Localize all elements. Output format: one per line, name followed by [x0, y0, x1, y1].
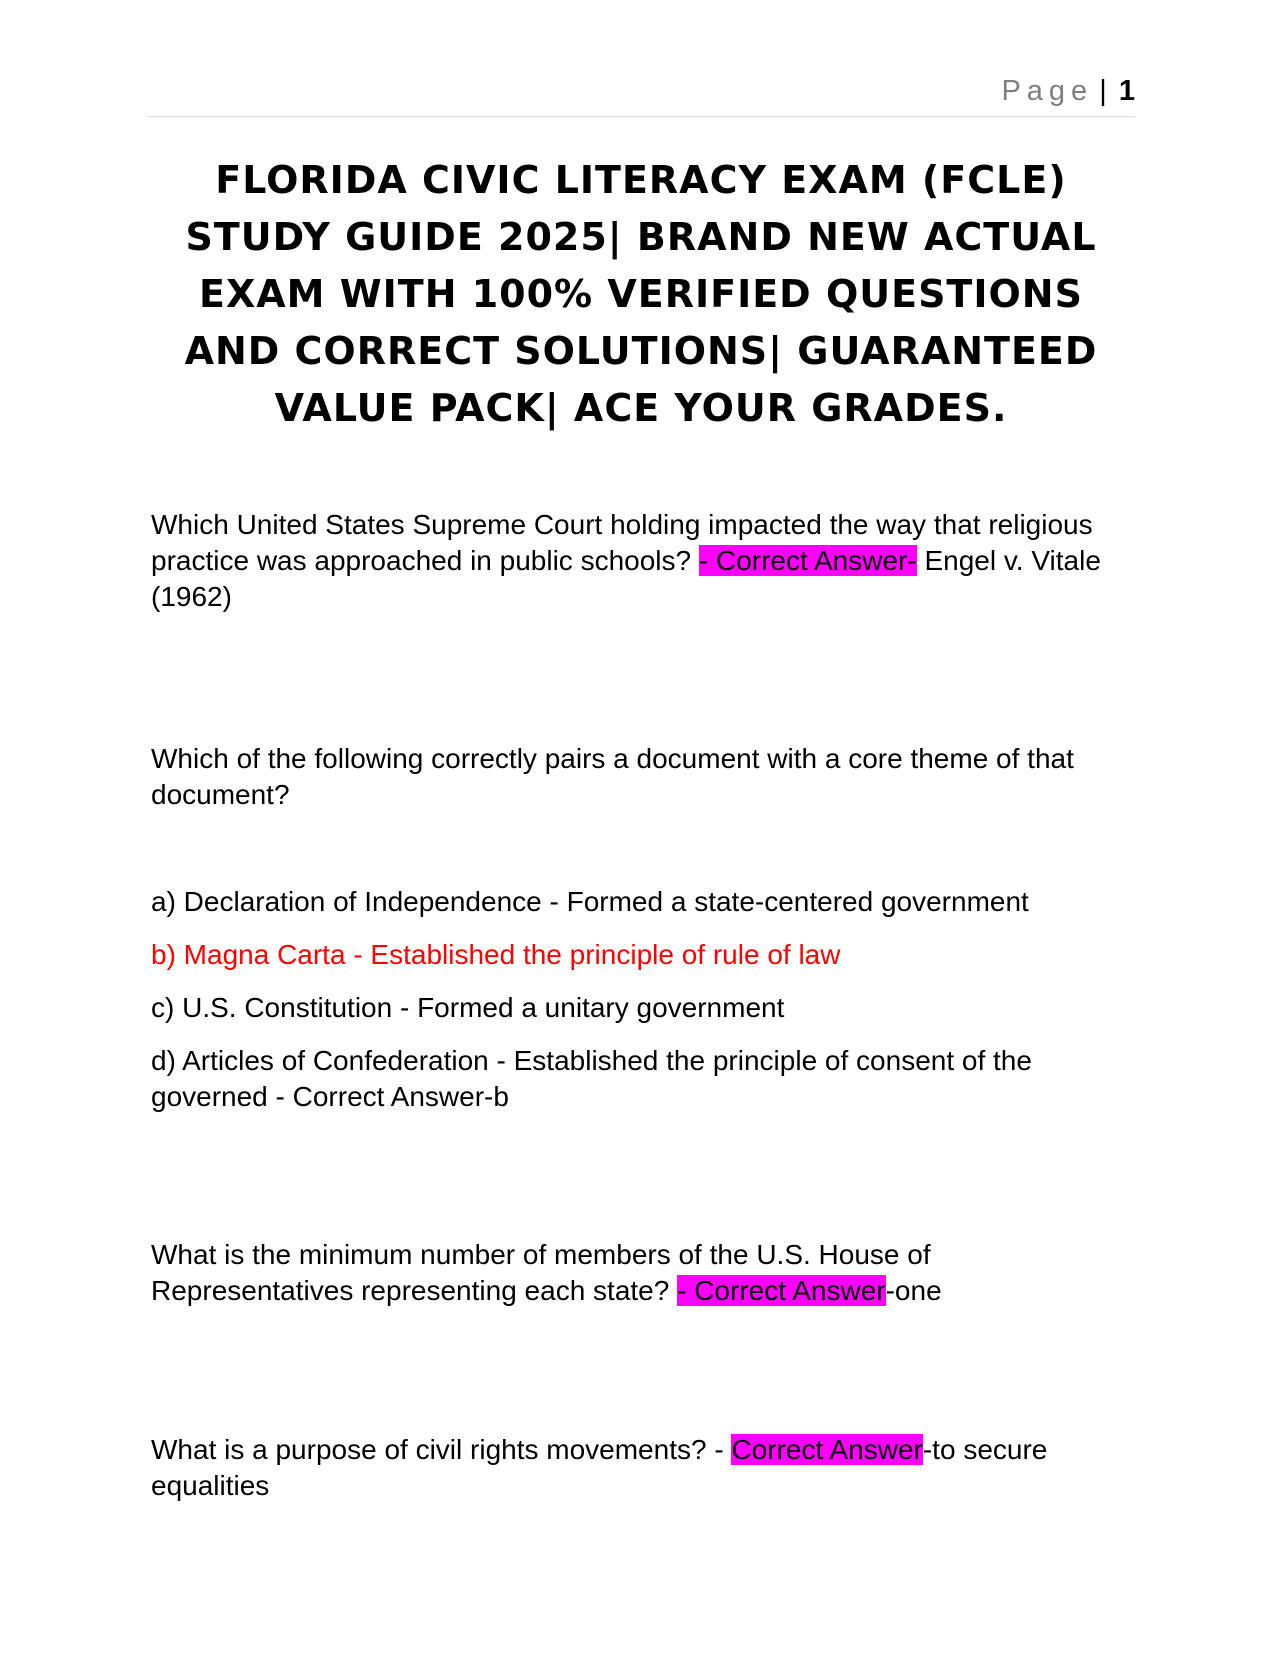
- page-label: Page: [1001, 75, 1094, 107]
- option-d: d) Articles of Confederation - Established the principle of consent of the governed - Correct Answer-b: [151, 1045, 1032, 1112]
- page-separator: |: [1099, 75, 1107, 107]
- option-c: c) U.S. Constitution - Formed a unitary government: [151, 992, 785, 1023]
- question-1-answer: Engel v. Vitale (1962): [151, 545, 1101, 612]
- option-b-correct: b) Magna Carta - Established the principle of rule of law: [151, 939, 841, 970]
- question-4-answer: -to secure equalities: [151, 1434, 1048, 1501]
- option-a: a) Declaration of Independence - Formed a state-centered government: [151, 886, 1029, 917]
- question-4-text: What is a purpose of civil rights movements? -: [151, 1434, 732, 1465]
- page-number: 1: [1118, 75, 1135, 107]
- question-2: Which of the following correctly pairs a document with a core theme of that document?: [151, 743, 1074, 810]
- page-header: [147, 72, 1135, 117]
- question-1-text: Which United States Supreme Court holding impacted the way that religious practice was approached in public schools?: [151, 509, 1093, 576]
- correct-answer-label: - Correct Answer-: [698, 545, 917, 576]
- document-title: FLORIDA CIVIC LITERACY EXAM (FCLE) STUDY GUIDE 2025| BRAND NEW ACTUAL EXAM WITH 100% VERIFIED QUESTIONS AND CORRECT SOLUTIONS| GUARANTEED VALUE PACK| ACE YOUR GRADES.: [184, 158, 1098, 430]
- question-4: [151, 1432, 1131, 1504]
- question-1: [151, 507, 1131, 615]
- correct-answer-label: Correct Answer: [731, 1434, 923, 1465]
- question-3-answer: -one: [885, 1275, 942, 1306]
- correct-answer-label: - Correct Answer: [677, 1275, 886, 1306]
- question-3: [151, 1237, 1131, 1309]
- question-3-text: What is the minimum number of members of the U.S. House of Representatives representing each state?: [151, 1239, 931, 1306]
